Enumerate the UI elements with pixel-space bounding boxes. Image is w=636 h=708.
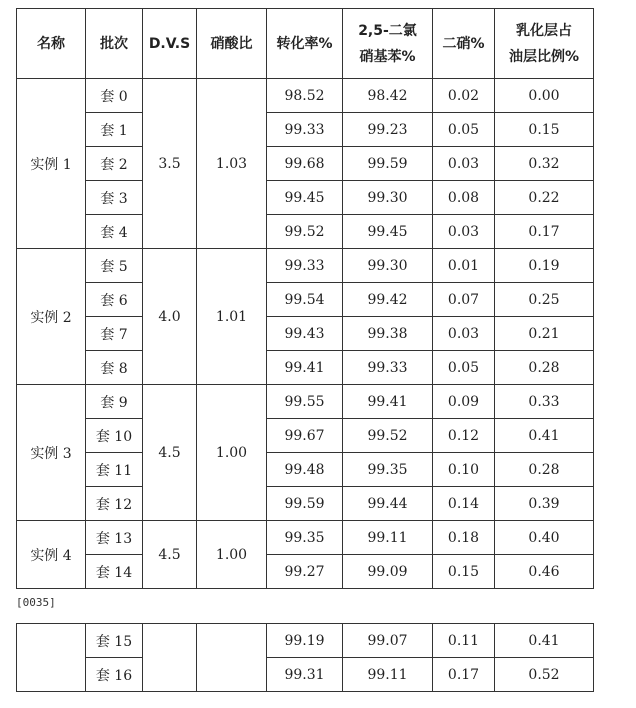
- conversion-cell: 99.55: [267, 385, 343, 419]
- dichloronitrobenzene-cell: 99.30: [343, 249, 433, 283]
- dichloronitrobenzene-cell: 99.33: [343, 351, 433, 385]
- results-table: [16, 8, 594, 589]
- batch-cell: 套 5: [86, 249, 143, 283]
- table-row: [17, 385, 594, 419]
- table-row: [17, 147, 594, 181]
- emulsion-ratio-cell: 0.15: [495, 113, 594, 147]
- conversion-cell: 99.48: [267, 453, 343, 487]
- nitric-ratio-cell: 1.01: [197, 249, 267, 385]
- emulsion-ratio-cell: 0.40: [495, 521, 594, 555]
- group-name-cell: 实例 2: [17, 249, 86, 385]
- emulsion-ratio-cell: 0.25: [495, 283, 594, 317]
- header-dvs: D.V.S: [143, 9, 197, 79]
- emulsion-ratio-cell: 0.21: [495, 317, 594, 351]
- table-row: [17, 181, 594, 215]
- emulsion-ratio-cell: 0.32: [495, 147, 594, 181]
- paragraph-reference: [0035]: [16, 596, 56, 609]
- dinitro-cell: 0.03: [433, 215, 495, 249]
- table-row: [17, 419, 594, 453]
- batch-cell: 套 10: [86, 419, 143, 453]
- dinitro-cell: 0.15: [433, 555, 495, 589]
- dinitro-cell: 0.02: [433, 79, 495, 113]
- dichloronitrobenzene-cell: 99.30: [343, 181, 433, 215]
- group-name-cell: [17, 624, 86, 692]
- dichloronitrobenzene-cell: 99.23: [343, 113, 433, 147]
- dinitro-cell: 0.14: [433, 487, 495, 521]
- header-batch: 批次: [86, 9, 143, 79]
- header-nitric-ratio: 硝酸比: [197, 9, 267, 79]
- dvs-cell: [143, 624, 197, 692]
- emulsion-ratio-cell: 0.00: [495, 79, 594, 113]
- dinitro-cell: 0.11: [433, 624, 495, 658]
- batch-cell: 套 0: [86, 79, 143, 113]
- conversion-cell: 99.52: [267, 215, 343, 249]
- conversion-cell: 99.45: [267, 181, 343, 215]
- emulsion-ratio-cell: 0.41: [495, 624, 594, 658]
- table-row: [17, 487, 594, 521]
- batch-cell: 套 14: [86, 555, 143, 589]
- dichloronitrobenzene-cell: 99.09: [343, 555, 433, 589]
- conversion-cell: 99.31: [267, 658, 343, 692]
- batch-cell: 套 16: [86, 658, 143, 692]
- conversion-cell: 99.35: [267, 521, 343, 555]
- group-name-cell: 实例 4: [17, 521, 86, 589]
- dichloronitrobenzene-cell: 99.41: [343, 385, 433, 419]
- batch-cell: 套 11: [86, 453, 143, 487]
- dinitro-cell: 0.07: [433, 283, 495, 317]
- group-name-cell: 实例 3: [17, 385, 86, 521]
- dinitro-cell: 0.08: [433, 181, 495, 215]
- nitric-ratio-cell: 1.00: [197, 385, 267, 521]
- table-row: [17, 351, 594, 385]
- emulsion-ratio-cell: 0.28: [495, 453, 594, 487]
- dinitro-cell: 0.01: [433, 249, 495, 283]
- batch-cell: 套 13: [86, 521, 143, 555]
- batch-cell: 套 9: [86, 385, 143, 419]
- table-row: [17, 624, 594, 658]
- dichloronitrobenzene-cell: 99.44: [343, 487, 433, 521]
- emulsion-ratio-cell: 0.19: [495, 249, 594, 283]
- table-row: [17, 249, 594, 283]
- dinitro-cell: 0.18: [433, 521, 495, 555]
- conversion-cell: 99.68: [267, 147, 343, 181]
- conversion-cell: 99.41: [267, 351, 343, 385]
- dichloronitrobenzene-cell: 99.42: [343, 283, 433, 317]
- conversion-cell: 98.52: [267, 79, 343, 113]
- header-dinitro: 二硝%: [433, 9, 495, 79]
- conversion-cell: 99.54: [267, 283, 343, 317]
- table-row: [17, 283, 594, 317]
- header-emulsion-ratio: 乳化层占 油层比例%: [495, 9, 594, 79]
- dvs-cell: 4.5: [143, 385, 197, 521]
- batch-cell: 套 3: [86, 181, 143, 215]
- dichloronitrobenzene-cell: 99.45: [343, 215, 433, 249]
- dvs-cell: 4.0: [143, 249, 197, 385]
- dinitro-cell: 0.10: [433, 453, 495, 487]
- emulsion-ratio-cell: 0.39: [495, 487, 594, 521]
- dvs-cell: 4.5: [143, 521, 197, 589]
- conversion-cell: 99.19: [267, 624, 343, 658]
- continuation-table: [16, 623, 594, 692]
- conversion-cell: 99.33: [267, 249, 343, 283]
- batch-cell: 套 15: [86, 624, 143, 658]
- emulsion-ratio-cell: 0.28: [495, 351, 594, 385]
- emulsion-ratio-cell: 0.22: [495, 181, 594, 215]
- dinitro-cell: 0.03: [433, 147, 495, 181]
- dinitro-cell: 0.09: [433, 385, 495, 419]
- dichloronitrobenzene-cell: 99.59: [343, 147, 433, 181]
- conversion-cell: 99.67: [267, 419, 343, 453]
- table-row: [17, 79, 594, 113]
- nitric-ratio-cell: [197, 624, 267, 692]
- dichloronitrobenzene-cell: 99.11: [343, 658, 433, 692]
- batch-cell: 套 12: [86, 487, 143, 521]
- emulsion-ratio-cell: 0.52: [495, 658, 594, 692]
- header-row: [17, 9, 594, 79]
- conversion-cell: 99.59: [267, 487, 343, 521]
- batch-cell: 套 4: [86, 215, 143, 249]
- batch-cell: 套 1: [86, 113, 143, 147]
- dichloronitrobenzene-cell: 99.52: [343, 419, 433, 453]
- header-dichloronitrobenzene: 2,5-二氯 硝基苯%: [343, 9, 433, 79]
- table-row: [17, 113, 594, 147]
- dinitro-cell: 0.05: [433, 351, 495, 385]
- dichloronitrobenzene-cell: 98.42: [343, 79, 433, 113]
- emulsion-ratio-cell: 0.41: [495, 419, 594, 453]
- dinitro-cell: 0.17: [433, 658, 495, 692]
- group-name-cell: 实例 1: [17, 79, 86, 249]
- batch-cell: 套 7: [86, 317, 143, 351]
- dvs-cell: 3.5: [143, 79, 197, 249]
- dichloronitrobenzene-cell: 99.11: [343, 521, 433, 555]
- emulsion-ratio-cell: 0.33: [495, 385, 594, 419]
- dichloronitrobenzene-cell: 99.07: [343, 624, 433, 658]
- dichloronitrobenzene-cell: 99.35: [343, 453, 433, 487]
- header-conversion: 转化率%: [267, 9, 343, 79]
- batch-cell: 套 6: [86, 283, 143, 317]
- dinitro-cell: 0.05: [433, 113, 495, 147]
- emulsion-ratio-cell: 0.46: [495, 555, 594, 589]
- header-name: 名称: [17, 9, 86, 79]
- nitric-ratio-cell: 1.00: [197, 521, 267, 589]
- dichloronitrobenzene-cell: 99.38: [343, 317, 433, 351]
- table-row: [17, 658, 594, 692]
- conversion-cell: 99.43: [267, 317, 343, 351]
- dinitro-cell: 0.12: [433, 419, 495, 453]
- nitric-ratio-cell: 1.03: [197, 79, 267, 249]
- emulsion-ratio-cell: 0.17: [495, 215, 594, 249]
- table-row: [17, 453, 594, 487]
- batch-cell: 套 2: [86, 147, 143, 181]
- table-row: [17, 555, 594, 589]
- table-row: [17, 215, 594, 249]
- table-row: [17, 521, 594, 555]
- table-row: [17, 317, 594, 351]
- conversion-cell: 99.27: [267, 555, 343, 589]
- batch-cell: 套 8: [86, 351, 143, 385]
- conversion-cell: 99.33: [267, 113, 343, 147]
- dinitro-cell: 0.03: [433, 317, 495, 351]
